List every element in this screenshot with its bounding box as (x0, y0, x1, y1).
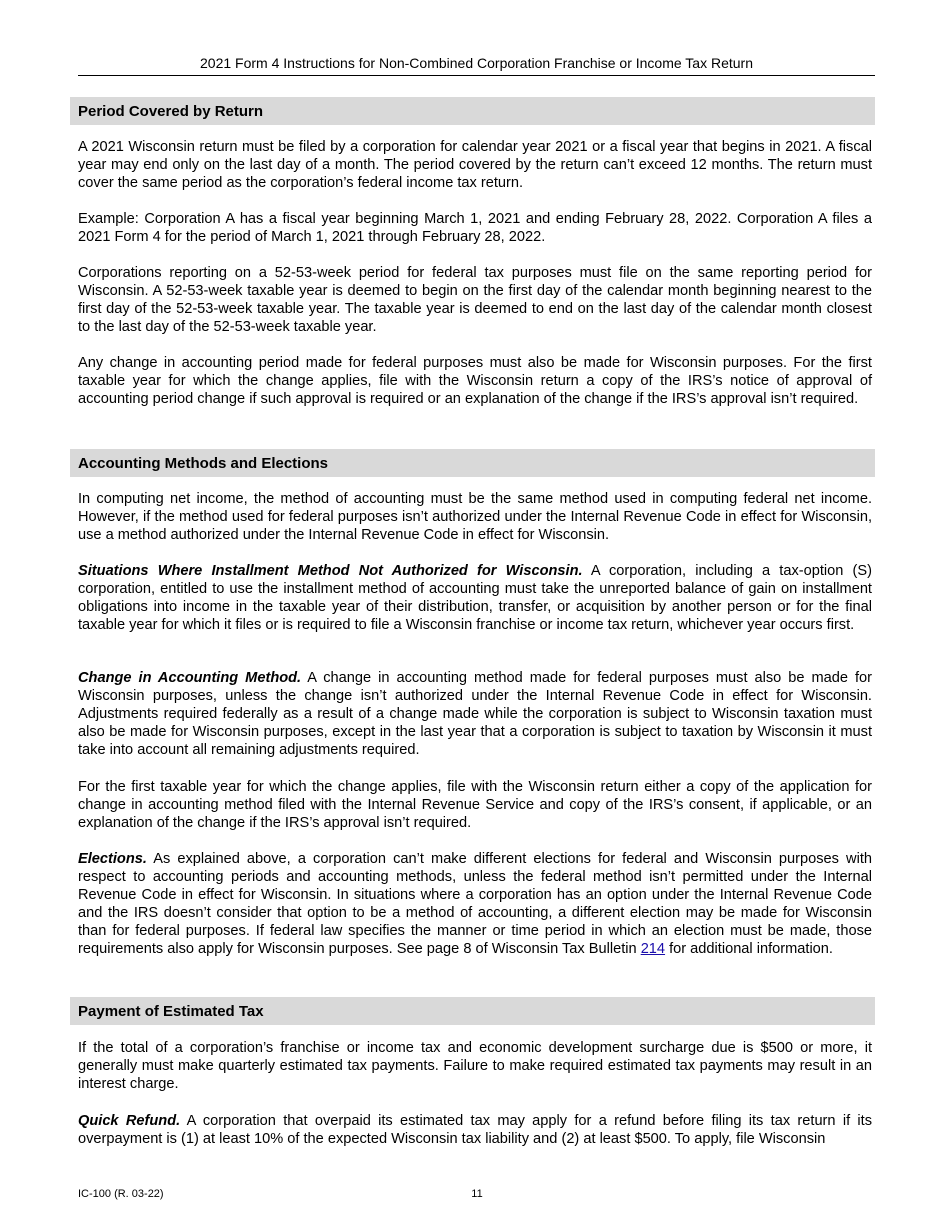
paragraph-text: A corporation that overpaid its estimated tax may apply for a refund before filing its tax return if its overpayment is (1) at least 10% of the expected Wisconsin tax liability and (2) at least $500. To apply, file Wisconsin (78, 1113, 873, 1147)
paragraph-text: As explained above, a corporation can’t make different elections for federal and Wisconsin purposes with respect to accounting periods and accounting methods, unless the federal method isn’t permitted under the Internal Revenue Code in effect for Wisconsin. In situations where a corporation has an option under the Internal Revenue Code and the IRS doesn’t consider that option to be a method of accounting, a different election may be made for Wisconsin than for federal purposes. If federal law specifies the manner or time period in which an election must be made, those requirements also apply for Wisconsin purposes. See page 8 of Wisconsin Tax Bulletin (78, 851, 872, 957)
section-heading-period (70, 97, 875, 125)
section-heading-label: Payment of Estimated Tax (78, 1003, 264, 1020)
paragraph-text: A corporation, including a tax-option (S) corporation, entitled to use the installment method of accounting must take the unreported balance of gain on installment obligations into income in the taxable year of their distribution, transfer, or acquisition by another person or for the final taxable year for which it files or is required to file a Wisconsin franchise or income tax return, whichever year occurs first. (78, 563, 872, 633)
section-heading-accounting (70, 449, 875, 477)
paragraph-quick-refund (78, 1113, 872, 1149)
paragraph-lead: Change in Accounting Method. (78, 670, 302, 686)
paragraph-elections (78, 851, 872, 958)
paragraph-change-first-year: For the first taxable year for which the change applies, file with the Wisconsin return either a copy of the application for change in accounting method filed with the Internal Revenue Service and copy of the IRS’s consent, if applicable, or an explanation of the change if the IRS’s approval isn’t required. (78, 779, 872, 831)
paragraph-text-tail: for additional information. (665, 940, 833, 957)
paragraph-period-example: Example: Corporation A has a fiscal year beginning March 1, 2021 and ending February 28, 2022. Corporation A files a 2021 Form 4 for the period of March 1, 2021 through February 28, 2022. (78, 211, 872, 245)
footer-page-number: 11 (471, 1188, 483, 1200)
paragraph-text: A change in accounting method made for federal purposes must also be made for Wisconsin purposes, unless the change isn’t authorized under the Internal Revenue Code in effect for Wisconsin. Adjustments required federally as a result of a change made while the corporation is subject to Wisconsin taxation must also be made for Wisconsin purposes, except in the last year that a corporation is subject to taxation by Wisconsin it must take into account all remaining adjustments required. (78, 670, 873, 758)
header-rule (78, 75, 875, 76)
section-heading-estimated-tax (70, 997, 875, 1025)
paragraph-period-change: Any change in accounting period made for federal purposes must also be made for Wisconsin purposes. For the first taxable year for which the change applies, file with the Wisconsin return a copy of the IRS’s notice of approval of accounting period change if such approval is required or an explanation of the change if the IRS’s approval isn’t required. (78, 355, 872, 407)
paragraph-estimated-1: If the total of a corporation’s franchise or income tax and economic development surcharge due is $500 or more, it generally must make quarterly estimated tax payments. Failure to make required estimated tax payments may result in an interest charge. (78, 1040, 872, 1092)
footer-form-id: IC-100 (R. 03-22) (78, 1188, 164, 1200)
paragraph-installment-method (78, 563, 872, 635)
paragraph-lead: Quick Refund. (78, 1113, 181, 1129)
section-heading-label: Accounting Methods and Elections (78, 455, 329, 472)
paragraph-period-1: A 2021 Wisconsin return must be filed by a corporation for calendar year 2021 or a fiscal year that begins in 2021. A fiscal year may end only on the last day of a month. The period covered by the return can’t exceed 12 months. The return must cover the same period as the corporation’s federal income tax return. (78, 139, 872, 191)
paragraph-lead: Situations Where Installment Method Not Authorized for Wisconsin. (78, 563, 583, 579)
running-header: 2021 Form 4 Instructions for Non-Combined Corporation Franchise or Income Tax Return (200, 55, 753, 71)
paragraph-accounting-1: In computing net income, the method of accounting must be the same method used in computing federal net income. However, if the method used for federal purposes isn’t authorized under the Internal Revenue Code in effect for Wisconsin, use a method authorized under the Internal Revenue Code in effect for Wisconsin. (78, 491, 872, 543)
paragraph-change-in-method (78, 670, 872, 760)
paragraph-period-52-53-week: Corporations reporting on a 52-53-week period for federal tax purposes must file on the same reporting period for Wisconsin. A 52-53-week taxable year is deemed to begin on the first day of the calendar month beginning nearest to the first day of the 52-53-week taxable year. The taxable year is deemed to end on the last day of the calendar month closest to the last day of the 52-53-week taxable year. (78, 265, 872, 335)
tax-bulletin-link[interactable]: 214 (640, 940, 666, 957)
section-heading-label: Period Covered by Return (78, 103, 264, 120)
paragraph-lead: Elections. (78, 851, 147, 867)
